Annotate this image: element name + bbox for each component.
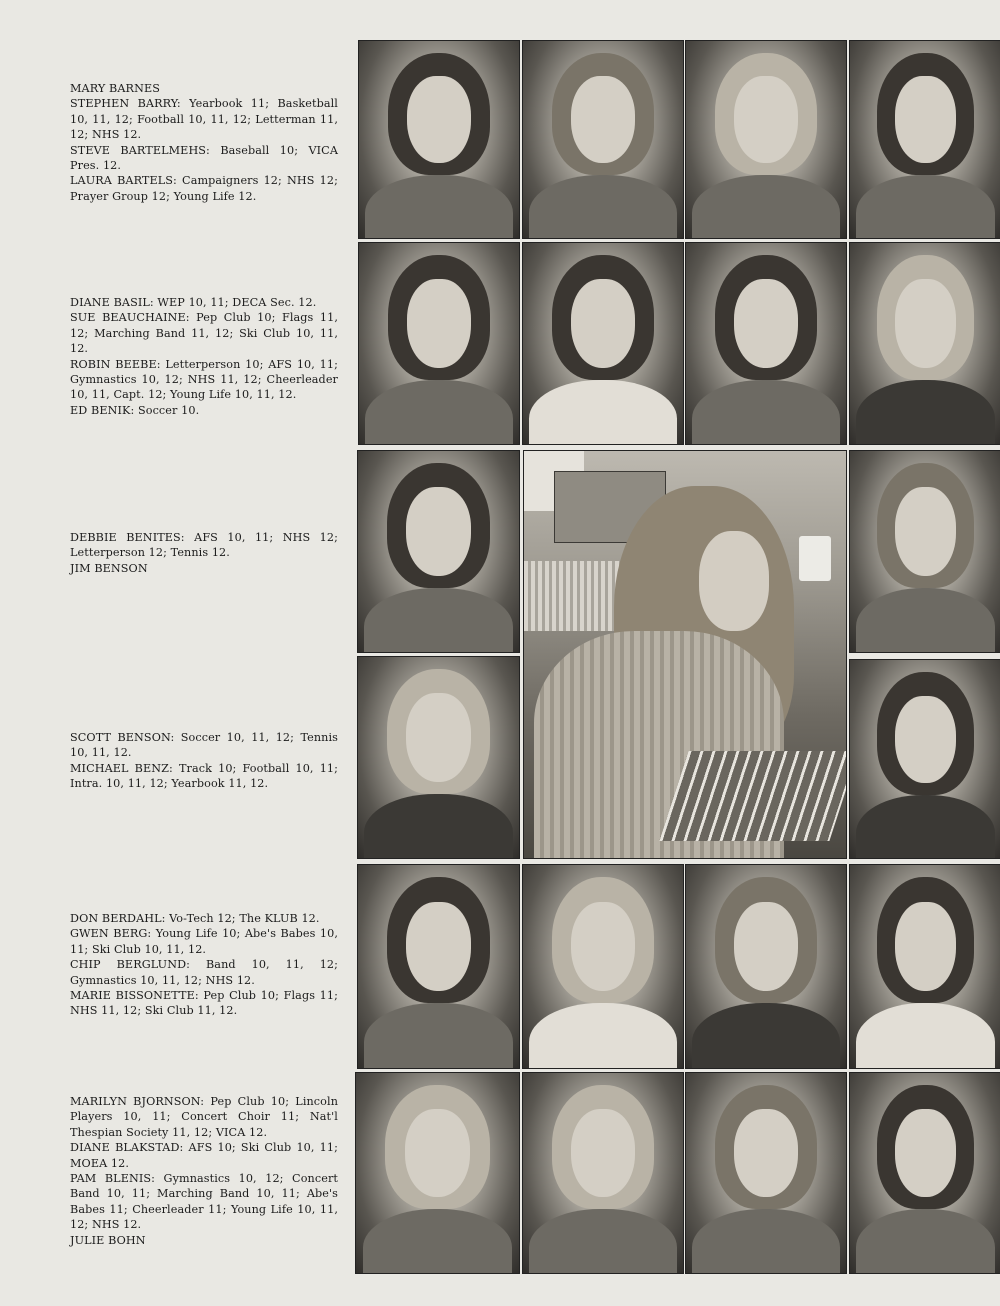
candid-photo [523,450,847,859]
caption-block-row-6 [70,1094,338,1248]
student-portrait [522,242,684,445]
caption-entry: GWEN BERG: Young Life 10; Abe's Babes 10, 11; Ski Club 10, 11, 12. [70,927,338,956]
caption-block-row-3 [70,530,338,576]
student-portrait [849,450,1000,653]
student-portrait [685,1072,847,1274]
student-portrait [685,864,847,1069]
student-portrait [849,1072,1000,1274]
caption-entry: LAURA BARTELS: Campaigners 12; NHS 12; Prayer Group 12; Young Life 12. [70,174,338,203]
caption-block-row-2 [70,295,338,418]
student-portrait [522,864,684,1069]
caption-entry: PAM BLENIS: Gymnastics 10, 12; Concert Band 10, 11; Marching Band 10, 11; Abe's Babes 11; Cheerleader 11; Young Life 10, 11, 12; NHS 12. [70,1172,338,1232]
caption-entry: DEBBIE BENITES: AFS 10, 11; NHS 12; Letterperson 12; Tennis 12. [70,531,338,560]
caption-entry: MARY BARNES [70,82,160,95]
student-portrait [357,656,520,859]
caption-entry: JULIE BOHN [70,1233,146,1247]
student-portrait [849,864,1000,1069]
caption-entry: DIANE BASIL: WEP 10, 11; DECA Sec. 12. [70,296,317,309]
caption-block-row-5 [70,911,338,1019]
student-portrait [358,242,520,445]
caption-entry: MICHAEL BENZ: Track 10; Football 10, 11; Intra. 10, 11, 12; Yearbook 11, 12. [70,761,338,791]
student-portrait [358,40,520,239]
caption-entry: JIM BENSON [70,561,148,575]
caption-entry: MARILYN BJORNSON: Pep Club 10; Lincoln Players 10, 11; Concert Choir 11; Nat'l Thespian Society 11, 12; VICA 12. [70,1095,338,1139]
caption-entry: MARIE BISSONETTE: Pep Club 10; Flags 11; NHS 11, 12; Ski Club 11, 12. [70,989,338,1018]
student-portrait [849,659,1000,859]
student-portrait [522,40,684,239]
caption-block-row-4 [70,730,338,792]
caption-entry: ROBIN BEEBE: Letterperson 10; AFS 10, 11; Gymnastics 10, 12; NHS 11, 12; Cheerleader 10, 11, Capt. 12; Young Life 10, 11, 12. [70,357,338,402]
student-portrait [849,242,1000,445]
student-portrait [522,1072,684,1274]
caption-entry: ED BENIK: Soccer 10. [70,403,200,417]
student-portrait [357,864,520,1069]
caption-entry: STEVE BARTELMEHS: Baseball 10; VICA Pres. 12. [70,143,338,173]
student-portrait [685,242,847,445]
caption-entry: DIANE BLAKSTAD: AFS 10; Ski Club 10, 11; MOEA 12. [70,1141,338,1170]
student-portrait [685,40,847,239]
caption-block-row-1 [70,81,338,204]
caption-entry: SUE BEAUCHAINE: Pep Club 10; Flags 11, 12; Marching Band 11, 12; Ski Club 10, 11, 12. [70,311,338,356]
student-portrait [849,40,1000,239]
caption-entry: SCOTT BENSON: Soccer 10, 11, 12; Tennis 10, 11, 12. [70,731,338,760]
student-portrait [357,450,520,653]
caption-entry: STEPHEN BARRY: Yearbook 11; Basketball 10, 11, 12; Football 10, 11, 12; Letterman 11, 12; NHS 12. [70,97,338,142]
caption-entry: CHIP BERGLUND: Band 10, 11, 12; Gymnastics 10, 11, 12; NHS 12. [70,958,338,987]
student-portrait [355,1072,520,1274]
caption-entry: DON BERDAHL: Vo-Tech 12; The KLUB 12. [70,912,320,925]
